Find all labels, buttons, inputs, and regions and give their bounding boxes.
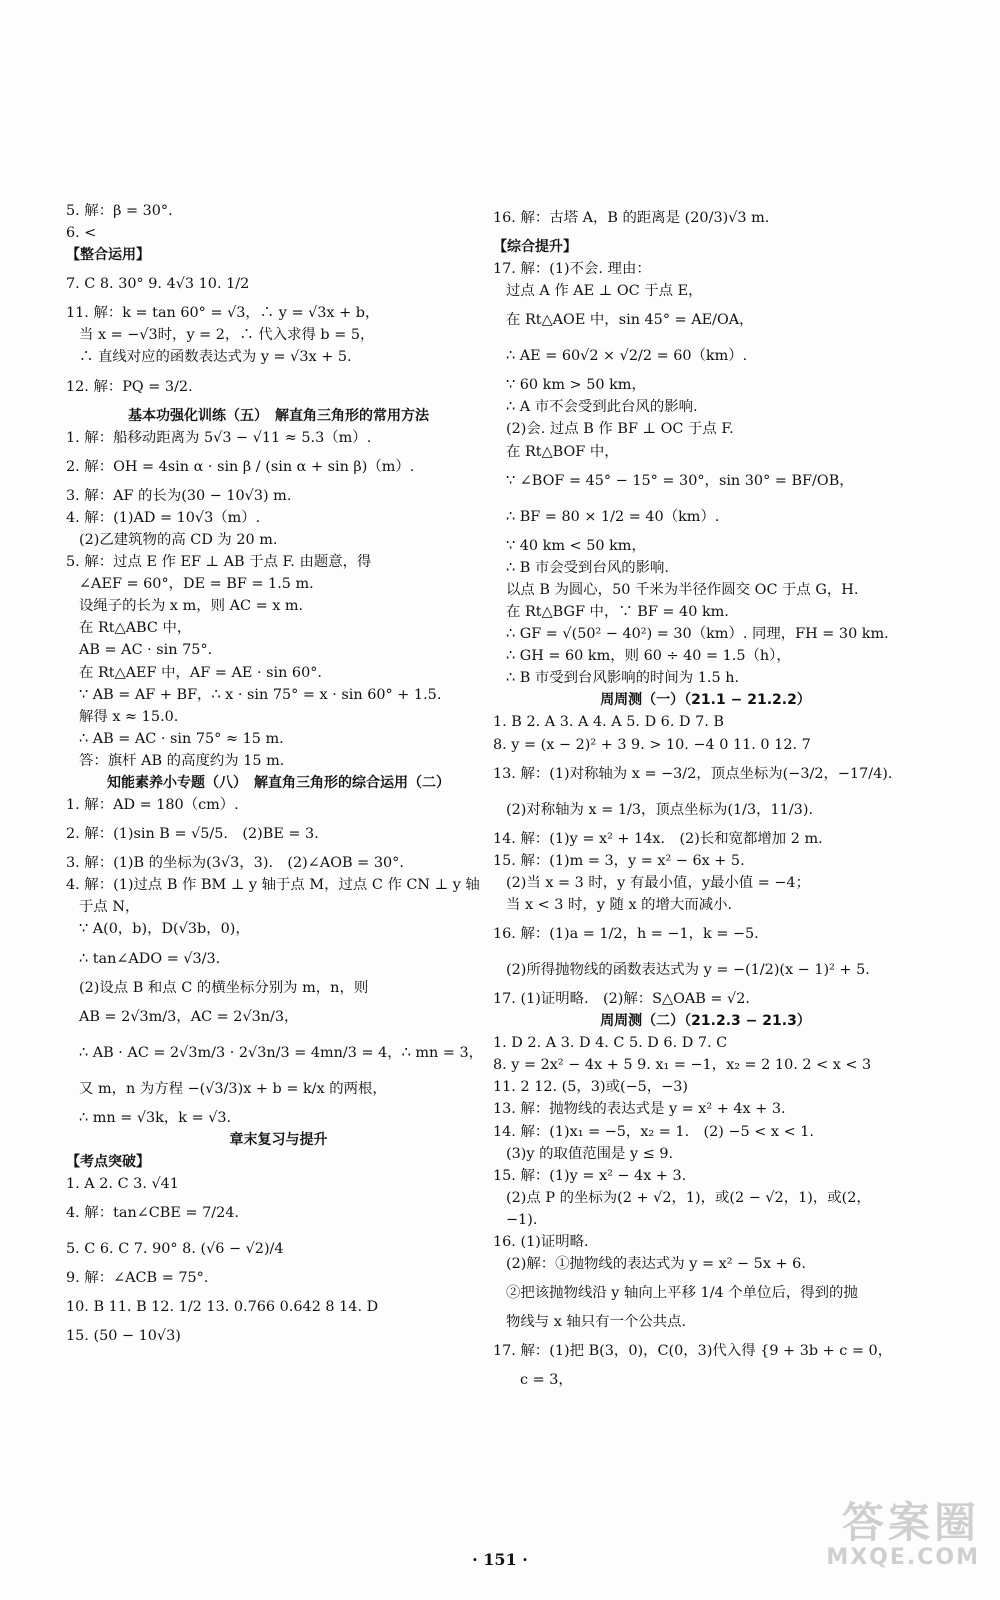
answer-line: 15. 解：(1)y = x² − 4x + 3. [493, 1167, 687, 1184]
answer-line: c = 3， [520, 1372, 573, 1389]
answer-line: 15. 解：(1)m = 3，y = x² − 6x + 5. [493, 852, 745, 869]
answer-line: ∴ 直线对应的函数表达式为 y = √3x + 5. [79, 349, 352, 366]
answer-line: ∵ ∠BOF = 45° − 15° = 30°，sin 30° = BF/OB， [506, 472, 854, 489]
answer-line: 4. 解：(1)过点 B 作 BM ⊥ y 轴于点 M，过点 C 作 CN ⊥ y 轴 [66, 877, 480, 894]
answer-line: 13. 解：抛物线的表达式是 y = x² + 4x + 3. [493, 1101, 786, 1118]
answer-line: 12. 解：PQ = 3/2. [66, 378, 193, 395]
subsection-label: 【整合运用】 [66, 247, 150, 264]
answer-line: (2)会. 过点 B 作 BF ⊥ OC 于点 F. [506, 421, 734, 438]
answer-line: AB = AC · sin 75°. [79, 642, 213, 659]
answer-line: 3. 解：(1)B 的坐标为(3√3，3). (2)∠AOB = 30°. [66, 855, 404, 872]
answer-line: 8. y = 2x² − 4x + 5 9. x₁ = −1，x₂ = 2 10. 2 < x < 3 [493, 1057, 872, 1074]
answer-line: 以点 B 为圆心，50 千米为半径作圆交 OC 于点 G，H. [506, 581, 859, 598]
answer-line: ∴ BF = 80 × 1/2 = 40（km）. [506, 508, 720, 525]
answer-line: 9. 解：∠ACB = 75°. [66, 1270, 209, 1286]
answer-line: 6. < [66, 225, 97, 242]
answer-line: 又 m，n 为方程 −(√3/3)x + b = k/x 的两根， [79, 1080, 387, 1097]
answer-line: ∴ tan∠ADO = √3/3. [79, 950, 221, 967]
watermark-url: MXQE.COM [826, 1544, 980, 1570]
watermark-logo [826, 1497, 980, 1570]
answer-line: (2)所得抛物线的函数表达式为 y = −(1/2)(x − 1)² + 5. [506, 961, 870, 978]
answer-line: 17. 解：(1)不会. 理由： [493, 261, 651, 278]
answer-line: 在 Rt△AEF 中，AF = AE · sin 60°. [79, 664, 323, 681]
section-heading: 周周测（二）（21.2.3 − 21.3） [600, 1013, 811, 1030]
answer-line: 1. D 2. A 3. D 4. C 5. D 6. D 7. C [493, 1035, 728, 1052]
answer-line: 当 x < 3 时，y 随 x 的增大而减小. [506, 896, 733, 913]
answer-line: ∵ 60 km > 50 km， [506, 377, 646, 394]
answer-line: ∴ B 市会受到台风的影响. [506, 559, 669, 576]
answer-line: 1. A 2. C 3. √41 [66, 1175, 179, 1192]
answer-line: 设绳子的长为 x m，则 AC = x m. [79, 598, 304, 615]
answer-line: (2)点 P 的坐标为(2 + √2，1)，或(2 − √2，1)，或(2， [506, 1189, 871, 1206]
answer-line: ∴ AB = AC · sin 75° ≈ 15 m. [79, 730, 284, 747]
answer-line: ∴ AE = 60√2 × √2/2 = 60（km）. [506, 348, 748, 365]
subsection-label: 【综合提升】 [493, 239, 577, 255]
answer-line: 11. 2 12. (5，3)或(−5，−3) [493, 1079, 689, 1096]
answer-line: −1). [506, 1211, 538, 1228]
answer-line: ∴ mn = √3k，k = √3. [79, 1109, 232, 1126]
answer-line: (2)当 x = 3 时，y 有最小值，y最小值 = −4； [506, 874, 810, 891]
answer-line: ∵ A(0，b)，D(√3b，0)， [79, 921, 250, 938]
answer-line: 答：旗杆 AB 的高度约为 15 m. [79, 752, 285, 769]
answer-line: ∠AEF = 60°，DE = BF = 1.5 m. [79, 576, 314, 593]
answer-line: (2)乙建筑物的高 CD 为 20 m. [79, 531, 278, 548]
answer-line: 1. 解：船移动距离为 5√3 − √11 ≈ 5.3（m）. [66, 429, 372, 446]
answer-line: 14. 解：(1)x₁ = −5，x₂ = 1. (2) −5 < x < 1. [493, 1123, 814, 1140]
answer-line: ②把该抛物线沿 y 轴向上平移 1/4 个单位后，得到的抛 [506, 1285, 858, 1302]
page-number: · 151 · [472, 1550, 528, 1569]
answer-line: ∴ AB · AC = 2√3m/3 · 2√3n/3 = 4mn/3 = 4，∴ mn = 3， [79, 1044, 484, 1061]
answer-line: 2. 解：(1)sin B = √5/5. (2)BE = 3. [66, 826, 319, 843]
answer-line: 11. 解：k = tan 60° = √3，∴ y = √3x + b， [66, 305, 380, 322]
answer-line: ∵ AB = AF + BF，∴ x · sin 75° = x · sin 60° + 1.5. [79, 686, 442, 703]
answer-line: 过点 A 作 AE ⊥ OC 于点 E， [506, 283, 703, 300]
answer-line: 1. 解：AD = 180（cm）. [66, 797, 239, 814]
answer-line: 在 Rt△BOF 中， [506, 443, 619, 460]
section-heading: 章末复习与提升 [229, 1131, 328, 1148]
answer-line: ∵ 40 km < 50 km， [506, 537, 646, 554]
answer-line: 5. 解：β = 30°. [66, 203, 173, 219]
answer-line: 10. B 11. B 12. 1/2 13. 0.766 0.642 8 14. D [66, 1299, 379, 1316]
answer-line: ∴ GF = √(50² − 40²) = 30（km）. 同理，FH = 30 km. [506, 626, 889, 643]
answer-line: 在 Rt△BGF 中，∵ BF = 40 km. [506, 603, 729, 620]
watermark-title: 答案圈 [841, 1497, 980, 1547]
answer-line: 于点 N， [79, 899, 140, 916]
answer-line: 4. 解：(1)AD = 10√3（m）. [66, 509, 261, 526]
answer-line: 2. 解：OH = 4sin α · sin β / (sin α + sin β)（m）. [66, 458, 415, 475]
answer-line: (2)解：①抛物线的表达式为 y = x² − 5x + 6. [506, 1256, 806, 1273]
section-heading: 知能素养小专题（八） 解直角三角形的综合运用（二） [107, 774, 450, 791]
section-heading: 周周测（一）（21.1 − 21.2.2） [600, 692, 811, 709]
answer-line: 7. C 8. 30° 9. 4√3 10. 1/2 [66, 276, 250, 293]
answer-line: 8. y = (x − 2)² + 3 9. > 10. −4 0 11. 0 12. 7 [493, 736, 811, 753]
answer-line: (2)对称轴为 x = 1/3，顶点坐标为(1/3，11/3). [506, 801, 814, 818]
answer-line: 3. 解：AF 的长为(30 − 10√3) m. [66, 487, 292, 504]
answer-line: 16. (1)证明略. [493, 1234, 589, 1250]
answer-line: 解得 x ≈ 15.0. [79, 708, 179, 725]
answer-line: AB = 2√3m/3，AC = 2√3n/3， [79, 1008, 299, 1025]
answer-line: ∴ B 市受到台风影响的时间为 1.5 h. [506, 670, 740, 687]
answer-line: 在 Rt△AOE 中，sin 45° = AE/OA， [506, 312, 754, 329]
answer-line: 1. B 2. A 3. A 4. A 5. D 6. D 7. B [493, 714, 724, 731]
answer-line: 15. (50 − 10√3) [66, 1328, 181, 1345]
answer-line: 4. 解：tan∠CBE = 7/24. [66, 1205, 239, 1221]
right-column [493, 200, 918, 1391]
answer-line: 当 x = −√3时，y = 2，∴ 代入求得 b = 5， [79, 327, 375, 344]
answer-line: 17. (1)证明略. (2)解：S△OAB = √2. [493, 990, 750, 1007]
section-heading: 基本功强化训练（五） 解直角三角形的常用方法 [128, 407, 429, 424]
left-column [66, 200, 491, 1347]
answer-line: 17. 解：(1)把 B(3，0)，C(0，3)代入得 {9 + 3b + c = 0， [493, 1343, 893, 1360]
answer-line: 5. C 6. C 7. 90° 8. (√6 − √2)/4 [66, 1241, 284, 1257]
answer-line: (2)设点 B 和点 C 的横坐标分别为 m，n，则 [79, 979, 369, 996]
subsection-label: 【考点突破】 [66, 1153, 150, 1170]
answer-line: 13. 解：(1)对称轴为 x = −3/2，顶点坐标为(−3/2，−17/4). [493, 765, 893, 782]
answer-line: 16. 解：古塔 A，B 的距离是 (20/3)√3 m. [493, 210, 770, 226]
answer-line: 5. 解：过点 E 作 EF ⊥ AB 于点 F. 由题意，得 [66, 554, 372, 571]
answer-line: 16. 解：(1)a = 1/2，h = −1，k = −5. [493, 925, 759, 942]
answer-line: 物线与 x 轴只有一个公共点. [506, 1314, 687, 1331]
answer-line: ∴ A 市不会受到此台风的影响. [506, 399, 698, 416]
answer-line: 在 Rt△ABC 中， [79, 620, 192, 637]
answer-line: ∴ GH = 60 km，则 60 ÷ 40 = 1.5（h）， [506, 648, 791, 665]
answer-line: 14. 解：(1)y = x² + 14x. (2)长和宽都增加 2 m. [493, 830, 823, 847]
answer-line: (3)y 的取值范围是 y ≤ 9. [506, 1145, 674, 1162]
